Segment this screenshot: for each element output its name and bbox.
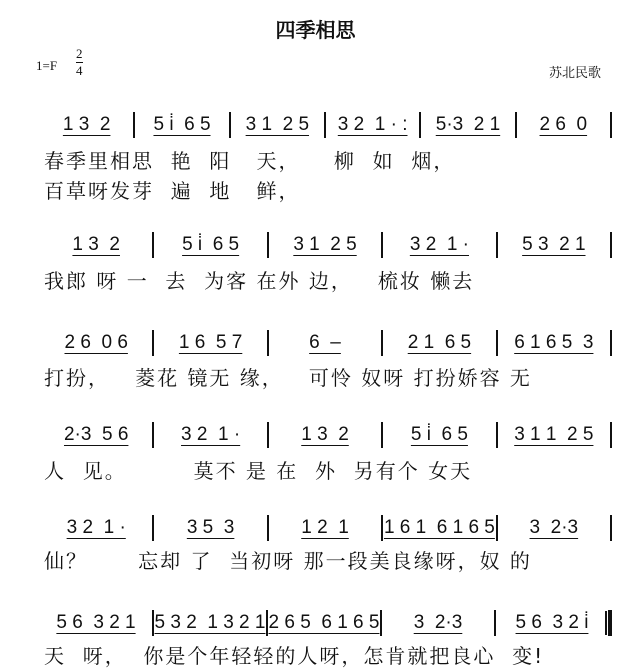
measure: 1 3 2: [301, 424, 349, 445]
key-signature: 1=F: [36, 58, 58, 73]
measure: 6 1 6 5 3: [514, 332, 594, 353]
measure: 2 6 0 6: [64, 332, 128, 353]
measure: 3 2 1 ·: [181, 424, 241, 445]
measure: 3 1 1 2 5: [514, 424, 594, 445]
measure: 1 6 1 6 1 6 5: [383, 517, 495, 538]
measure: 5 i̇ 6 5: [410, 424, 468, 445]
lyric-line: 春季里相思 艳 阳 天， 柳 如 烟，: [44, 149, 456, 173]
measure: 3 1 2 5: [245, 114, 310, 135]
measure: 2 6 5 6 1 6 5: [268, 612, 380, 633]
lyric-line: 人 见。 莫不 是 在 外 另有个 女天: [44, 459, 473, 483]
bar-line: [610, 330, 612, 356]
time-signature: [76, 46, 83, 79]
measure: 3 2 1 · :: [337, 114, 408, 135]
lyric-line: 仙？ 忘却 了 当初呀 那一段美良缘呀，奴 的: [44, 549, 532, 573]
notation-line: [40, 112, 612, 138]
notation-line: [40, 422, 612, 448]
notation-line: [40, 330, 612, 356]
lyric-line: 我郎 呀 一 去 为客 在外 边， 梳妆 懒去: [44, 269, 475, 293]
song-origin: 苏北民歌: [548, 66, 601, 81]
meter-numerator: 2: [76, 46, 83, 61]
song-title: 四季相思: [275, 18, 356, 42]
measure: 2 6 0: [539, 114, 588, 135]
measure: 1 2 1: [301, 517, 349, 538]
measure: 2·3 5 6: [63, 424, 129, 445]
measure: 1 6 5 7: [178, 332, 243, 353]
measure: 1 3 2: [62, 114, 111, 135]
notation-line: [40, 610, 612, 636]
lyric-line: 天 呀， 你是个年轻轻的人呀，怎肯就把良心 变!: [44, 644, 545, 668]
measure: 1 3 2: [72, 234, 120, 255]
lyric-line: 百草呀发芽 遍 地 鲜，: [44, 179, 301, 203]
measure: 5·3 2 1: [435, 114, 501, 135]
bar-line: [608, 610, 612, 636]
notation-line: [40, 232, 612, 258]
measure: 2 1 6 5: [407, 332, 472, 353]
measure: 3 2 1 ·: [66, 517, 126, 538]
bar-line: [610, 112, 612, 138]
measure: 5 6 3 2 1: [56, 612, 136, 633]
measure: 5 3 2 1: [522, 234, 586, 255]
measure: 3 5 3: [186, 517, 235, 538]
measure: 3 1 2 5: [293, 234, 357, 255]
measure: 5 3 2 1 3 2 1: [154, 612, 266, 633]
bar-line: [610, 232, 612, 258]
measure: 5 i̇ 6 5: [182, 234, 240, 255]
measure: 3 2 1 ·: [409, 234, 469, 255]
bar-line: [610, 515, 612, 541]
meter-denominator: 4: [76, 63, 83, 78]
measure: 5 i̇ 6 5: [153, 114, 211, 135]
measure: 6 –: [309, 332, 341, 353]
measure: 5 6 3 2 i̇: [515, 612, 589, 633]
lyric-line: 打扮， 菱花 镜无 缘， 可怜 奴呀 打扮娇容 无: [44, 366, 532, 390]
measure: 3 2·3: [529, 517, 579, 538]
notation-line: [40, 515, 612, 541]
bar-line: [610, 422, 612, 448]
measure: 3 2·3: [413, 612, 463, 633]
